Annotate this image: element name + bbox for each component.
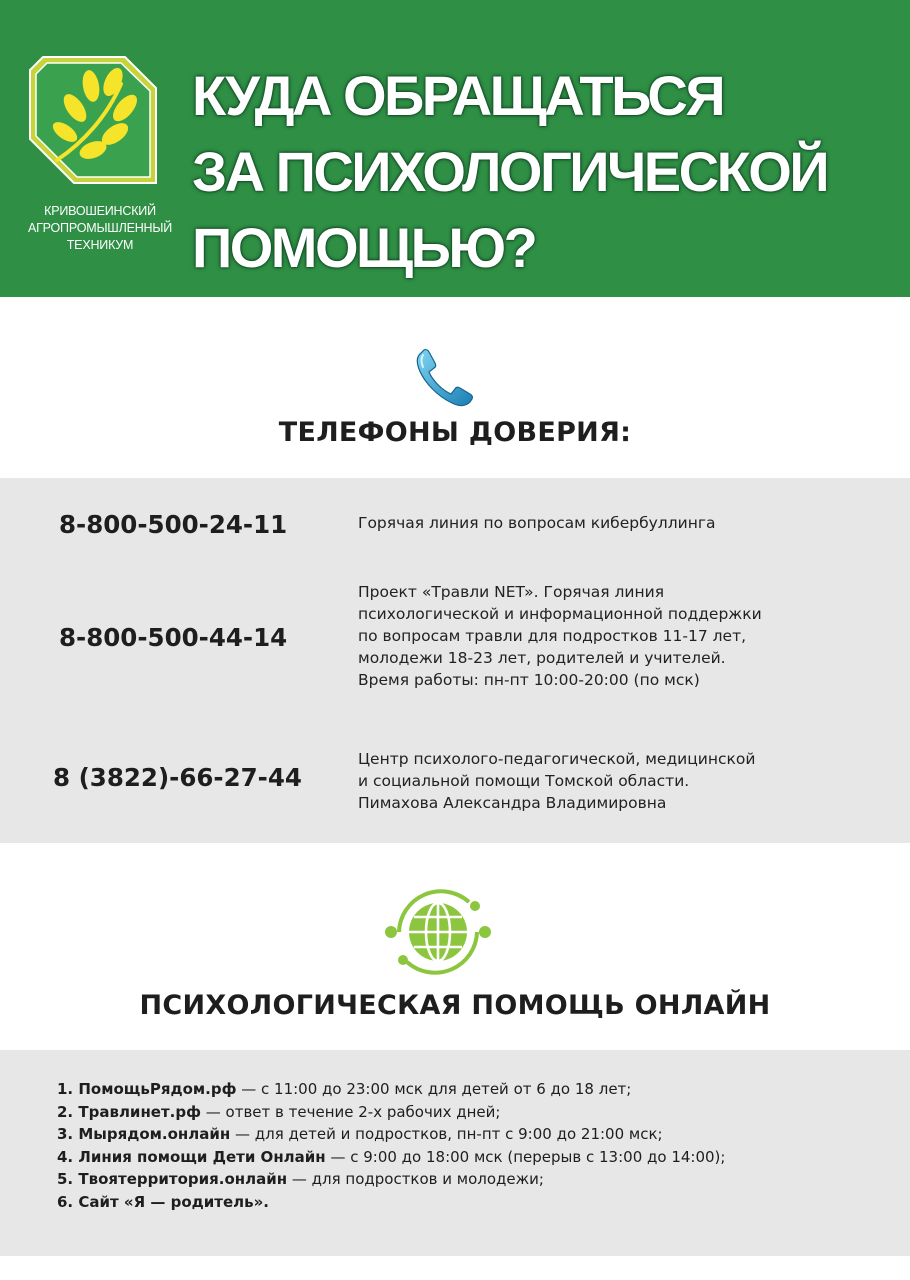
list-item[interactable]: [57, 1078, 725, 1101]
online-service-detail: — для подростков и молодежи;: [287, 1170, 544, 1188]
page-title-line: КУДА ОБРАЩАТЬСЯ: [192, 64, 724, 127]
list-item[interactable]: [57, 1191, 725, 1214]
hotline-description-line: Пимахова Александра Владимировна: [358, 794, 667, 812]
online-service-detail: — с 9:00 до 18:00 мск (перерыв с 13:00 до 14:00);: [325, 1147, 726, 1166]
page-title: [192, 58, 827, 286]
page-title-line: ЗА ПСИХОЛОГИЧЕСКОЙ: [192, 140, 828, 203]
list-item[interactable]: [57, 1168, 725, 1191]
page-title-line: ПОМОЩЬЮ?: [192, 216, 536, 279]
college-name-line: АГРОПРОМЫШЛЕННЫЙ: [27, 221, 173, 235]
online-service-name: 5. Твоятерритория.онлайн: [57, 1170, 288, 1188]
college-logo-icon: [29, 56, 157, 184]
hotline-number[interactable]: 8 (3822)-66-27-44: [53, 763, 302, 792]
hotline-description: [358, 512, 888, 534]
hotline-description: [358, 748, 888, 814]
hotline-description-line: молодежи 18-23 лет, родителей и учителей.: [358, 649, 726, 667]
hotline-description-line: Центр психолого-педагогической, медицинской: [358, 750, 756, 768]
hotline-description-line: и социальной помощи Томской области.: [358, 772, 690, 790]
hotline-number[interactable]: 8-800-500-24-11: [59, 510, 288, 539]
hotline-description-line: Горячая линия по вопросам кибербуллинга: [358, 514, 716, 532]
hotline-description-line: Проект «Травли NET». Горячая линия: [358, 583, 665, 601]
online-help-list: [57, 1078, 725, 1213]
hotline-description: [358, 581, 888, 691]
online-service-detail: — с 11:00 до 23:00 мск для детей от 6 до 18 лет;: [236, 1080, 632, 1098]
hotline-description-line: по вопросам травли для подростков 11-17 лет,: [358, 627, 747, 645]
list-item[interactable]: [57, 1123, 725, 1146]
hotlines-heading: ТЕЛЕФОНЫ ДОВЕРИЯ:: [278, 417, 632, 448]
online-help-heading: ПСИХОЛОГИЧЕСКАЯ ПОМОЩЬ ОНЛАЙН: [139, 990, 771, 1021]
college-name-line: КРИВОШЕИНСКИЙ: [44, 204, 156, 218]
hotline-description-line: Время работы: пн-пт 10:00-20:00 (по мск): [358, 671, 700, 689]
online-service-name: 1. ПомощьРядом.рф: [57, 1080, 237, 1098]
list-item[interactable]: [57, 1146, 725, 1169]
header-banner: [0, 0, 910, 297]
hotline-description-line: психологической и информационной поддержки: [358, 605, 762, 623]
online-service-name: 3. Мырядом.онлайн: [57, 1125, 231, 1143]
online-service-detail: — ответ в течение 2-х рабочих дней;: [201, 1102, 501, 1121]
college-name-line: ТЕХНИКУМ: [66, 238, 134, 252]
online-service-name: 6. Сайт «Я — родитель».: [57, 1192, 269, 1211]
hotlines-list: [0, 478, 910, 843]
college-name: [20, 203, 180, 254]
globe-icon: [379, 880, 497, 984]
online-service-detail: — для детей и подростков, пн-пт с 9:00 до 21:00 мск;: [230, 1125, 663, 1143]
online-service-name: 2. Травлинет.рф: [57, 1102, 201, 1121]
phone-icon: [413, 347, 477, 409]
list-item[interactable]: [57, 1101, 725, 1124]
online-service-name: 4. Линия помощи Дети Онлайн: [57, 1147, 326, 1166]
hotline-number[interactable]: 8-800-500-44-14: [59, 623, 288, 652]
